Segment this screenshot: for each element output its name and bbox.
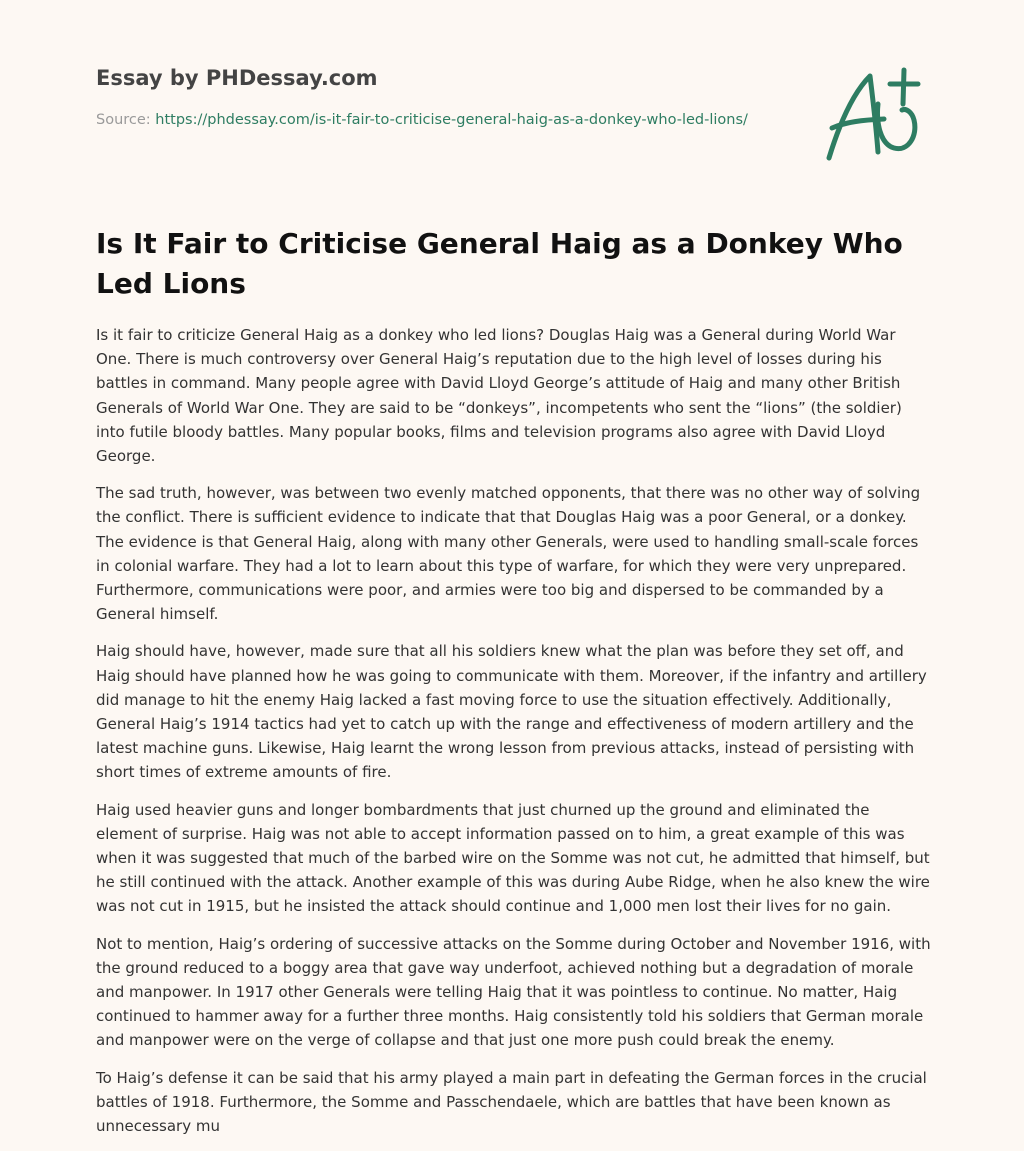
source-link[interactable]: https://phdessay.com/is-it-fair-to-criticise-general-haig-as-a-donkey-who-led-lions/ — [155, 112, 748, 128]
essay-paragraph: To Haig’s defense it can be said that his army played a main part in defeating the German forces in the crucial battles of 1918. Furthermore, the Somme and Passchendaele, which are battles that have been known as unnecessary mu — [96, 1068, 927, 1136]
essay-paragraph: Is it fair to criticize General Haig as a donkey who led lions? Douglas Haig was a General during World War One. There is much controversy over General Haig’s reputation due to the high level of losses during his battles in command. Many people agree with David Lloyd George’s attitude of Haig and many other British Generals of World War One. They are said to be “donkeys”, incompetents who sent the “lions” (the soldier) into futile bloody battles. Many popular books, films and television programs also agree with David Lloyd George. — [96, 326, 902, 466]
site-brand: Essay by PHDessay.com — [96, 66, 378, 90]
logo-text: A+ — [818, 49, 843, 68]
header — [96, 64, 776, 132]
essay-paragraph: The sad truth, however, was between two evenly matched opponents, that there was no other way of solving the conflict. There is sufficient evidence to indicate that that Douglas Haig was a poor General, or a donkey. The evidence is that General Haig, along with many other Generals, were used to handling small-scale forces in colonial warfare. They had a lot to learn about this type of warfare, for which they were very unprepared. Furthermore, communications were poor, and armies were too big and dispersed to be commanded by a General himself. — [96, 484, 921, 624]
essay-paragraph: Haig used heavier guns and longer bombardments that just churned up the ground and eliminated the element of surprise. Haig was not able to accept information passed on to him, a great example of this was when it was suggested that much of the barbed wire on the Somme was not cut, he admitted that himself, but he still continued with the attack. Another example of this was during Aube Ridge, when he also knew the wire was not cut in 1915, but he insisted the attack should continue and 1,000 men lost their lives for no gain. — [96, 800, 930, 916]
essay-body — [96, 323, 932, 1151]
essay-title: Is It Fair to Criticise General Haig as a Donkey Who Led Lions — [96, 227, 903, 300]
source-label: Source: — [96, 112, 151, 128]
a-plus-logo-icon — [818, 49, 930, 168]
source-line — [96, 109, 776, 132]
essay-paragraph: Haig should have, however, made sure that all his soldiers knew what the plan was before they set off, and Haig should have planned how he was going to communicate with them. Moreover, if the infantry and artillery did manage to hit the enemy Haig lacked a fast moving force to use the situation effectively. Additionally, General Haig’s 1914 tactics had yet to catch up with the range and effectiveness of modern artillery and the latest machine guns. Likewise, Haig learnt the wrong lesson from previous attacks, instead of persisting with short times of extreme amounts of fire. — [96, 642, 927, 782]
essay-paragraph: Not to mention, Haig’s ordering of successive attacks on the Somme during October and November 1916, with the ground reduced to a boggy area that gave way underfoot, achieved nothing but a degradation of morale and manpower. In 1917 other Generals were telling Haig that it was pointless to continue. No matter, Haig continued to hammer away for a further three months. Haig consistently told his soldiers that German morale and manpower were on the verge of collapse and that just one more push could break the enemy. — [96, 934, 931, 1050]
